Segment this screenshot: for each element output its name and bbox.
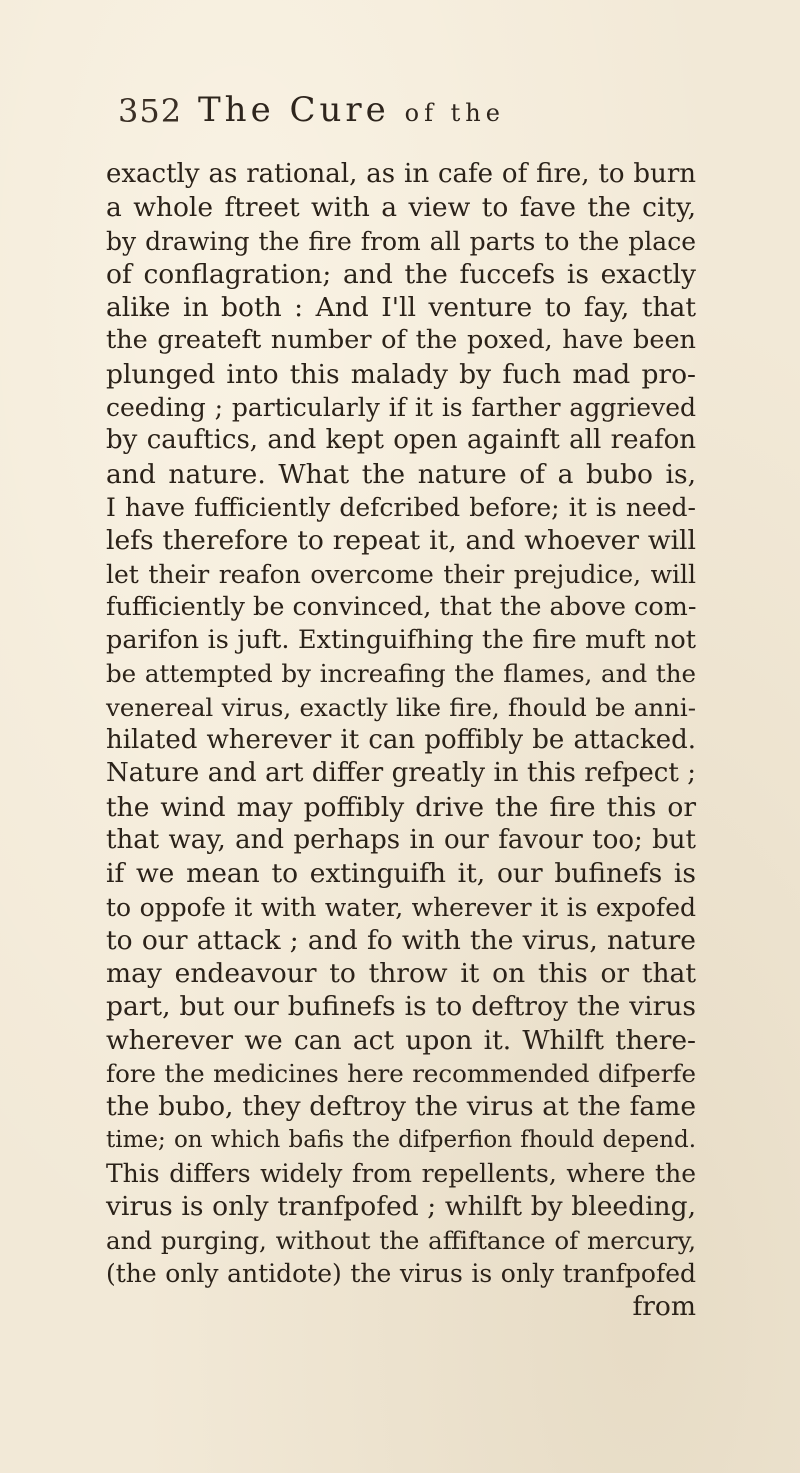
body-text (106, 158, 696, 1323)
catchword: from (632, 1291, 696, 1323)
text-line: the bubo, they deftroy the virus at the fame (106, 1091, 696, 1123)
running-head-the: The (198, 90, 275, 130)
text-line: be attempted by increafing the flames, and the (106, 659, 696, 689)
text-line: a whole ftreet with a view to fave the city, (106, 192, 696, 224)
text-line: wherever we can act upon it. Whilft there- (106, 1024, 696, 1056)
text-line: virus is only tranfpofed ; whilft by bleeding, (106, 1191, 696, 1223)
text-line: fore the medicines here recommended difperfe (106, 1059, 696, 1089)
running-head (198, 90, 505, 130)
text-line: to our attack ; and fo with the virus, nature (106, 924, 696, 956)
text-line: time; on which bafis the difperfion fhould depend. (106, 1126, 696, 1153)
page-number: 352 (118, 92, 183, 130)
text-line: let their reafon overcome their prejudice, will (106, 559, 696, 589)
text-line: This differs widely from repellents, where the (106, 1158, 696, 1188)
text-line: Nature and art differ greatly in this refpect ; (106, 758, 696, 789)
running-head-of-the: of the (404, 99, 505, 127)
text-line: the greateft number of the poxed, have been (106, 325, 696, 356)
text-line: may endeavour to throw it on this or that (106, 958, 696, 990)
text-line: (the only antidote) the virus is only tranfpofed (106, 1258, 696, 1288)
text-line: plunged into this malady by fuch mad pro- (106, 358, 696, 390)
text-line: if we mean to extinguifh it, our bufinefs is (106, 858, 696, 890)
text-line: hilated wherever it can poffibly be attacked. (106, 725, 696, 756)
text-line: exactly as rational, as in cafe of fire, to burn (106, 159, 696, 189)
text-line: the wind may poffibly drive the fire this or (106, 791, 696, 823)
text-line: lefs therefore to repeat it, and whoever will (106, 525, 696, 557)
text-line: ceeding ; particularly if it is farther aggrieved (106, 393, 696, 423)
text-line: by cauftics, and kept open againft all reafon (106, 425, 696, 456)
text-line: and purging, without the affiftance of mercury, (106, 1225, 696, 1255)
page-header (0, 0, 800, 170)
text-line: to oppofe it with water, wherever it is expofed (106, 892, 696, 922)
text-line: that way, and perhaps in our favour too; but (106, 824, 696, 855)
text-line: fufficiently be convinced, that the above com- (106, 591, 697, 622)
text-line: by drawing the fire from all parts to the place (106, 226, 696, 256)
text-line: parifon is juft. Extinguifhing the fire muft not (106, 625, 696, 656)
text-line: and nature. What the nature of a bubo is, (106, 458, 696, 490)
running-head-cure: Cure (289, 90, 390, 130)
text-line: alike in both : And I'll venture to fay, that (106, 292, 696, 324)
text-line: venereal virus, exactly like fire, fhould be anni- (106, 692, 696, 722)
text-line: part, but our bufinefs is to deftroy the virus (106, 991, 696, 1023)
text-line: I have fufficiently defcribed before; it is need- (106, 492, 696, 522)
text-line: of conflagration; and the fuccefs is exactly (106, 258, 696, 290)
